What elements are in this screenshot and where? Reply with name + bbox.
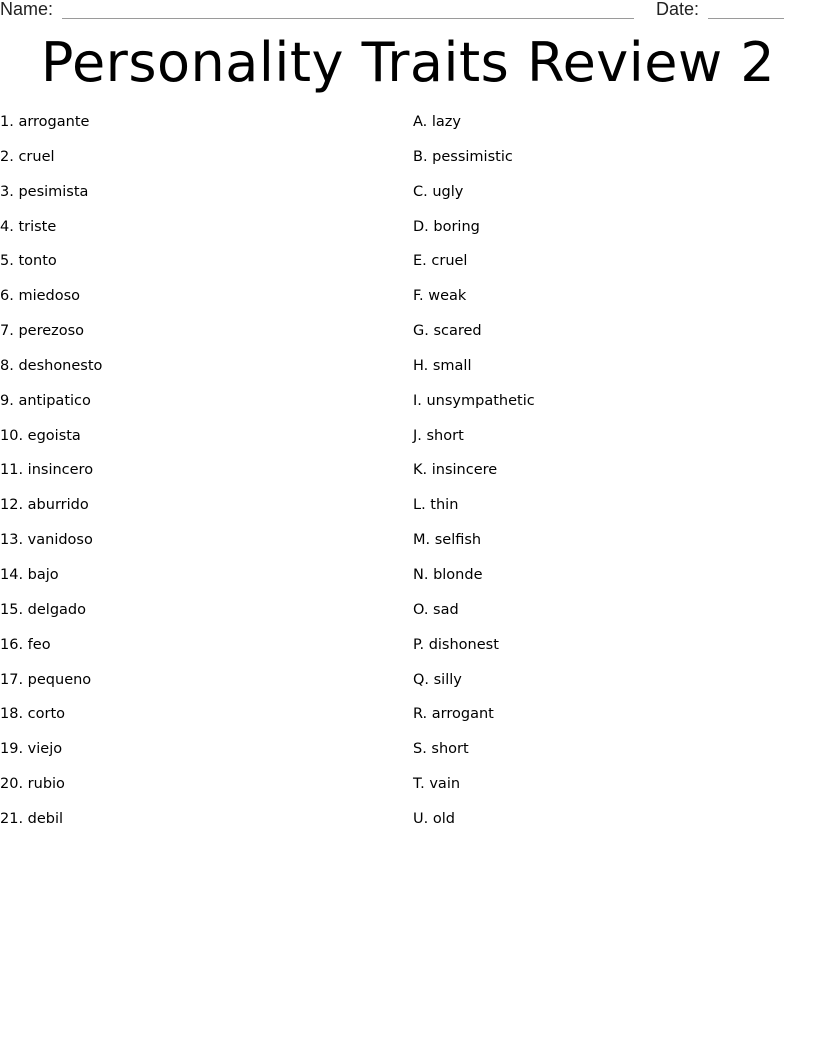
page-title: Personality Traits Review 2: [40, 31, 776, 94]
definition-item: P. dishonest: [413, 636, 499, 653]
date-label: Date:: [656, 0, 700, 19]
definition-item: D. boring: [413, 218, 480, 235]
term-item: 5. tonto: [0, 253, 57, 270]
term-item: 12. aburrido: [0, 497, 89, 514]
definition-item: Q. silly: [413, 671, 462, 688]
term-item: 8. deshonesto: [0, 357, 103, 374]
definition-item: F. weak: [413, 288, 467, 305]
term-item: 1. arrogante: [0, 114, 90, 130]
date-blank-line[interactable]: [708, 18, 784, 19]
worksheet-header: [0, 0, 816, 22]
definition-item: I. unsympathetic: [413, 392, 535, 409]
definition-item: M. selfish: [413, 532, 482, 549]
definition-item: H. small: [413, 357, 472, 374]
definition-item: E. cruel: [413, 253, 468, 270]
term-item: 19. viejo: [0, 741, 63, 758]
term-item: 7. perezoso: [0, 323, 85, 340]
name-label: Name:: [0, 0, 54, 19]
definition-item: O. sad: [413, 601, 459, 618]
term-item: 3. pesimista: [0, 183, 89, 200]
term-item: 2. cruel: [0, 148, 55, 165]
term-item: 4. triste: [0, 218, 57, 235]
name-blank-line[interactable]: [62, 18, 634, 19]
term-item: 14. bajo: [0, 566, 59, 583]
spanish-terms-list: [0, 112, 400, 844]
term-item: 10. egoista: [0, 427, 81, 444]
definition-item: R. arrogant: [413, 706, 494, 723]
term-item: 16. feo: [0, 636, 51, 653]
definition-item: B. pessimistic: [413, 148, 513, 165]
term-item: 20. rubio: [0, 776, 65, 793]
definition-item: T. vain: [413, 776, 461, 793]
definition-item: A. lazy: [413, 114, 461, 130]
term-item: 21. debil: [0, 810, 64, 827]
definition-item: U. old: [413, 810, 455, 827]
english-definitions-list: [413, 112, 813, 844]
definition-item: J. short: [413, 427, 464, 444]
term-item: 6. miedoso: [0, 288, 81, 305]
term-item: 18. corto: [0, 706, 66, 723]
term-item: 17. pequeno: [0, 671, 92, 688]
term-item: 13. vanidoso: [0, 532, 93, 549]
definition-item: K. insincere: [413, 462, 498, 479]
definition-item: C. ugly: [413, 183, 464, 200]
definition-item: N. blonde: [413, 566, 483, 583]
definition-item: S. short: [413, 741, 469, 758]
term-item: 9. antipatico: [0, 392, 91, 409]
definition-item: G. scared: [413, 323, 482, 340]
term-item: 11. insincero: [0, 462, 94, 479]
term-item: 15. delgado: [0, 601, 86, 618]
definition-item: L. thin: [413, 497, 459, 514]
